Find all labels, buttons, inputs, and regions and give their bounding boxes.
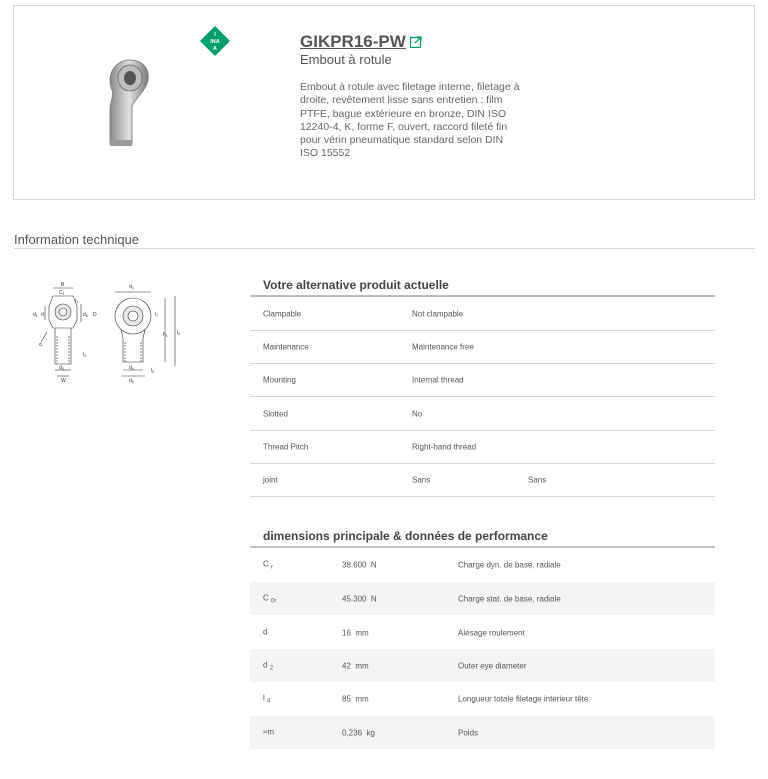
performance-row-l4: l $_4$ 85 mm Longueur totale filetage interieur tête [263, 693, 589, 704]
svg-text:d1: $d_1$ [33, 312, 38, 318]
performance-row-d: d 16 mm Alésage roulement [263, 627, 525, 637]
external-link-icon[interactable] [410, 36, 422, 48]
svg-text:r1: $r_1$ [75, 298, 79, 304]
alternative-row-maintenance: Maintenance Maintenance free [250, 331, 715, 364]
product-subtitle: Embout à rotule [300, 52, 392, 67]
svg-text:I: I [214, 32, 216, 38]
alternative-row-mounting: Mounting Internal thread [250, 364, 715, 397]
svg-text:dK: $d_K$ [83, 312, 89, 318]
svg-text:A: A [213, 46, 217, 52]
svg-text:d: d [41, 312, 44, 318]
section-divider [14, 248, 755, 249]
product-card [13, 5, 755, 200]
svg-text:α: α [39, 342, 42, 348]
svg-text:l3: $l_3$ [83, 352, 87, 358]
svg-text:d3: $d_3$ [59, 365, 64, 371]
svg-text:B: B [61, 282, 65, 288]
alternative-row-joint: joint Sans Sans [250, 464, 715, 497]
svg-text:h1: $h_1$ [163, 332, 168, 338]
alternative-row-slotted: Slotted No [250, 397, 715, 431]
product-title-link[interactable]: GIKPR16-PW [300, 32, 406, 51]
svg-text:l4: $l_4$ [177, 330, 181, 336]
section-title: Information technique [14, 232, 140, 247]
performance-row-d2: d $_2$ 42 mm Outer eye diameter [250, 649, 715, 682]
svg-text:l5: $l_5$ [151, 368, 155, 374]
performance-row-weight: ≈m 0,236 kg Poids [250, 716, 715, 749]
alternative-row-clampable: Clampable Not clampable [250, 297, 715, 331]
svg-text:d2: $d_2$ [129, 284, 134, 290]
performance-row-cr: C $_r$ 38.600 N Charge dyn. de base, radiale [263, 559, 561, 570]
ina-logo-icon [200, 26, 230, 56]
svg-text:d4: $d_4$ [129, 365, 134, 371]
technical-drawing [25, 276, 195, 386]
alternative-row-thread-pitch: Thread Pitch Right-hand thread [250, 431, 715, 464]
product-image[interactable] [92, 56, 152, 152]
svg-text:INA: INA [210, 39, 220, 45]
title-row [300, 32, 422, 52]
svg-text:D: D [93, 312, 97, 318]
product-description: Embout à rotule avec filetage interne, filetage à droite, revêtement lisse sans entretien : film PTFE, bague extérieure en bronze, DIN ISO 12240-4, K, forme F, ouvert, raccord fileté fin pour vérin pneumatique standard selon DIN ISO 15552 [300, 81, 520, 160]
svg-text:W: W [61, 378, 66, 384]
svg-text:l7: $l_7$ [155, 312, 159, 318]
performance-row-c0r: C $_{0r}$ 45.300 N Charge stat. de base, radiale [250, 582, 715, 615]
performance-heading: dimensions principale & données de performance [263, 529, 548, 543]
svg-text:C1: $C_1$ [59, 290, 65, 296]
svg-text:d5: $d_5$ [129, 378, 134, 384]
alternative-heading: Votre alternative produit actuelle [263, 278, 449, 292]
